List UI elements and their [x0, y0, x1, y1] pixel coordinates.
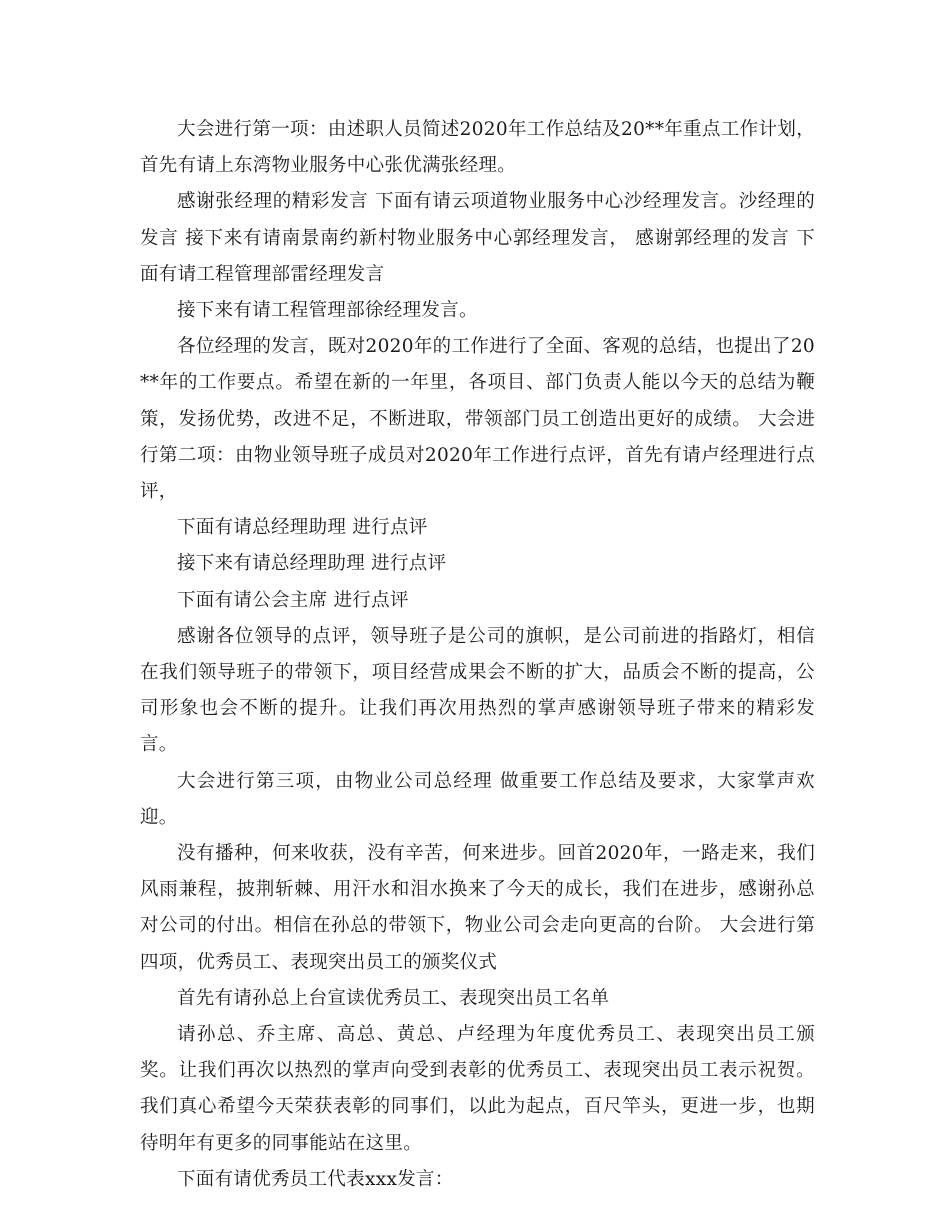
paragraph-managers-speeches: 感谢张经理的精彩发言 下面有请云项道物业服务中心沙经理发言。沙经理的发言 接下来有请南景南约新村物业服务中心郭经理发言， 感谢郭经理的发言 下面有请工程管理部雷经理发言 — [140, 191, 815, 285]
paragraph-employee-speech: 下面有请优秀员工代表xxx发言： — [177, 1168, 454, 1190]
paragraph-agenda-item-1: 大会进行第一项：由述职人员简述2020年工作总结及20**年重点工作计划，首先有请上东湾物业服务中心张优满张经理。 — [140, 119, 815, 177]
paragraph-review-and-item-4: 没有播种，何来收获，没有辛苦，何来进步。回首2020年，一路走来，我们风雨兼程，披荆斩棘、用汗水和泪水换来了今天的成长，我们在进步，感谢孙总对公司的付出。相信在孙总的带领下，物业公司会走向更高的台阶。 大会进行第四项，优秀员工、表现突出员工的颁奖仪式 — [140, 843, 815, 973]
paragraph-summary-and-item-2: 各位经理的发言，既对2020年的工作进行了全面、客观的总结，也提出了20**年的工作要点。希望在新的一年里，各项目、部门负责人能以今天的总结为鞭策，发扬优势，改进不足，不断进取，带领部门员工创造出更好的成绩。 大会进行第二项：由物业领导班子成员对2020年工作进行点评，首先有请卢经理进行点评， — [140, 336, 815, 503]
paragraph-gm-assistant-review: 下面有请总经理助理 进行点评 — [177, 517, 428, 539]
paragraph-thanks-leaders: 感谢各位领导的点评，领导班子是公司的旗帜，是公司前进的指路灯，相信在我们领导班子的带领下，项目经营成果会不断的扩大，品质会不断的提高，公司形象也会不断的提升。让我们再次用热烈的掌声感谢领导班子带来的精彩发言。 — [140, 625, 815, 756]
paragraph-award-ceremony: 请孙总、乔主席、高总、黄总、卢经理为年度优秀员工、表现突出员工颁奖。让我们再次以热烈的掌声向受到表彰的优秀员工、表现突出员工表示祝贺。我们真心希望今天荣获表彰的同事们，以此为起点，百尺竿头，更进一步，也期待明年有更多的同事能站在这里。 — [140, 1024, 815, 1154]
paragraph-gm-assistant-review-2: 接下来有请总经理助理 进行点评 — [177, 553, 447, 575]
paragraph-union-chair-review: 下面有请公会主席 进行点评 — [177, 589, 409, 611]
document-body — [140, 112, 815, 1198]
paragraph-xu-manager: 接下来有请工程管理部徐经理发言。 — [177, 300, 478, 322]
paragraph-agenda-item-3: 大会进行第三项，由物业公司总经理 做重要工作总结及要求，大家掌声欢迎。 — [140, 770, 815, 828]
paragraph-announce-list: 首先有请孙总上台宣读优秀员工、表现突出员工名单 — [177, 987, 610, 1009]
